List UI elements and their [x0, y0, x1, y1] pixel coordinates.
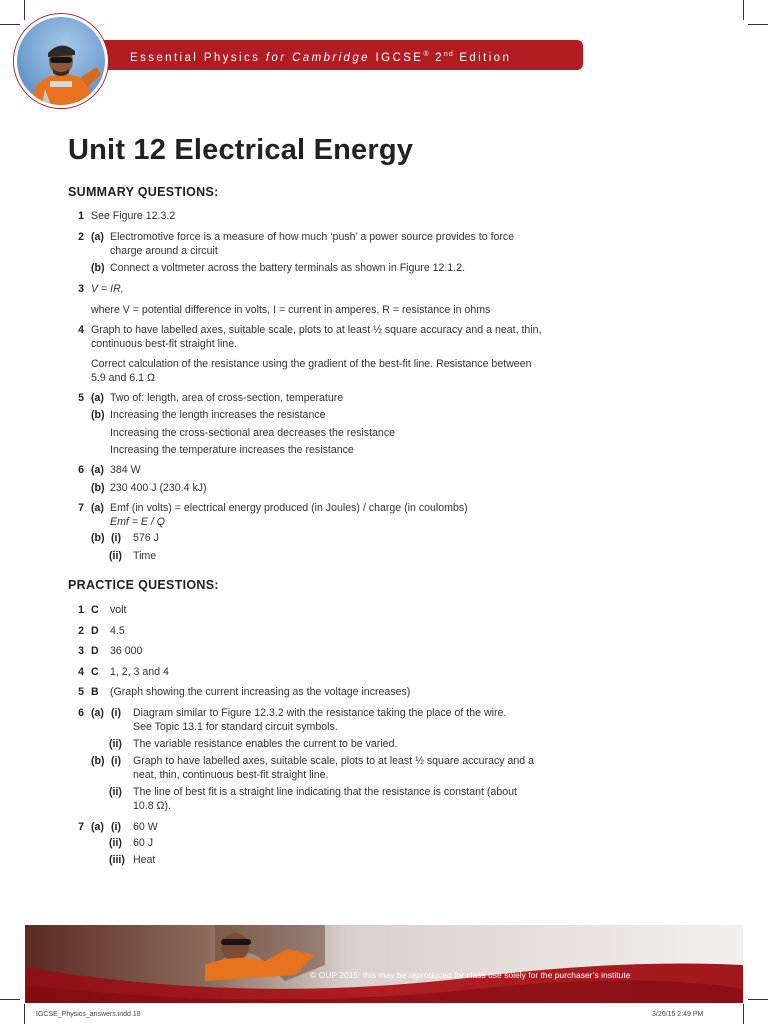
subpart-label: (i) — [111, 821, 121, 833]
footer-graphic-icon — [25, 925, 743, 1003]
part-label: (b) — [91, 409, 105, 421]
subpart-label: (ii) — [109, 550, 122, 562]
question-number: 2 — [78, 625, 84, 637]
question-number: 7 — [78, 821, 84, 833]
answer-letter: D — [91, 625, 99, 637]
answer-text: Graph to have labelled axes, suitable scale, plots to at least ½ square accuracy and a — [133, 755, 535, 767]
answer-text: The variable resistance enables the current to be varied. — [133, 738, 398, 750]
answer-text: Emf (in volts) = electrical energy produced (in Joules) / charge (in coulombs) — [110, 502, 468, 514]
series-reg: ® — [423, 51, 430, 58]
date-slug: 3/20/15 2:49 PM — [652, 1011, 704, 1018]
answer-text: Heat — [133, 854, 156, 866]
question-number: 6 — [78, 707, 84, 719]
answer-text: The line of best fit is a straight line indicating that the resistance is constant (about — [133, 786, 517, 798]
question-number: 3 — [78, 283, 84, 295]
series-prefix: Essential Physics — [130, 51, 266, 64]
subpart-label: (iii) — [109, 854, 125, 866]
answer-text: Electromotive force is a measure of how much ‘push’ a power source provides to force — [110, 231, 515, 243]
question-number: 2 — [78, 231, 84, 243]
answer-text: Time — [133, 550, 157, 562]
part-label: (a) — [91, 821, 104, 833]
answer-text: 36 000 — [110, 645, 143, 657]
person-illustration-icon — [17, 17, 108, 108]
answer-text: (Graph showing the current increasing as the voltage increases) — [110, 686, 411, 698]
question-number: 4 — [78, 666, 84, 678]
answer-text: 576 J — [133, 532, 159, 544]
answer-text: Graph to have labelled axes, suitable scale, plots to at least ½ square accuracy and a neat, thin, — [91, 324, 542, 336]
part-label: (b) — [91, 482, 105, 494]
question-number: 6 — [78, 464, 84, 476]
answer-text: 4.5 — [110, 625, 125, 637]
footer-banner — [25, 925, 743, 1003]
answer-text: where V = potential difference in volts, I = current in amperes, R = resistance in ohms — [91, 304, 491, 316]
answer-text: Correct calculation of the resistance using the gradient of the best-fit line. Resistance between — [91, 358, 532, 370]
part-label: (b) — [91, 755, 105, 767]
question-number: 7 — [78, 502, 84, 514]
answer-text: neat, thin, continuous best-fit straight line. — [133, 769, 329, 781]
crop-mark — [24, 1004, 25, 1024]
part-label: (a) — [91, 707, 104, 719]
part-label: (a) — [91, 502, 104, 514]
file-slug: IGCSE_Physics_answers.indd 18 — [36, 1011, 141, 1018]
answer-text: V = IR, — [91, 283, 124, 295]
part-label: (b) — [91, 262, 105, 274]
series-header — [80, 40, 583, 70]
answer-letter: D — [91, 645, 99, 657]
question-number: 1 — [78, 604, 84, 616]
answer-letter: C — [91, 604, 99, 616]
part-label: (a) — [91, 392, 104, 404]
page-title: Unit 12 Electrical Energy — [68, 134, 414, 166]
crop-mark — [748, 24, 768, 25]
part-label: (a) — [91, 464, 104, 476]
question-number: 5 — [78, 392, 84, 404]
answer-text: 230 400 J (230.4 kJ) — [110, 482, 207, 494]
question-number: 1 — [78, 210, 84, 222]
answer-text: Connect a voltmeter across the battery terminals as shown in Figure 12.1.2. — [110, 262, 466, 274]
answer-text: charge around a circuit — [110, 245, 218, 257]
crop-mark — [743, 1004, 744, 1024]
crop-mark — [0, 999, 20, 1000]
answer-text: See Topic 13.1 for standard circuit symbols. — [133, 721, 338, 733]
answer-text: 1, 2, 3 and 4 — [110, 666, 169, 678]
series-edition-num: 2 — [429, 51, 444, 64]
answer-text: 384 W — [110, 464, 141, 476]
crop-mark — [748, 999, 768, 1000]
answer-letter: B — [91, 686, 99, 698]
answer-text: Increasing the length increases the resistance — [110, 409, 326, 421]
answer-text: See Figure 12.3.2 — [91, 210, 176, 222]
answer-text: Increasing the temperature increases the resistance — [110, 444, 354, 456]
header-photo — [14, 14, 108, 108]
subpart-label: (ii) — [109, 837, 122, 849]
question-number: 4 — [78, 324, 84, 336]
question-number: 3 — [78, 645, 84, 657]
copyright-note: © OUP 2015: this may be reproduced for class use solely for the purchaser’s institute — [310, 970, 631, 980]
subpart-label: (i) — [111, 532, 121, 544]
answer-text: Diagram similar to Figure 12.3.2 with the resistance taking the place of the wire. — [133, 707, 507, 719]
answer-text: continuous best-fit straight line. — [91, 338, 238, 350]
summary-heading: SUMMARY QUESTIONS: — [68, 185, 219, 199]
series-edition-word: Edition — [453, 51, 512, 64]
answer-text: 60 J — [133, 837, 154, 849]
answer-text: Two of: length, area of cross-section, temperature — [110, 392, 344, 404]
answer-text: 60 W — [133, 821, 158, 833]
subpart-label: (i) — [111, 755, 121, 767]
practice-heading: PRACTICE QUESTIONS: — [68, 578, 219, 592]
series-igcse: IGCSE — [369, 51, 424, 64]
subpart-label: (i) — [111, 707, 121, 719]
answer-text: Emf = E / Q — [110, 516, 166, 528]
part-label: (b) — [91, 532, 105, 544]
crop-mark — [0, 24, 20, 25]
answer-text: volt — [110, 604, 127, 616]
answer-text: Increasing the cross-sectional area decreases the resistance — [110, 427, 396, 439]
answer-letter: C — [91, 666, 99, 678]
series-edition-sup: nd — [443, 51, 454, 58]
subpart-label: (ii) — [109, 738, 122, 750]
subpart-label: (ii) — [109, 786, 122, 798]
series-for: for Cambridge — [265, 51, 370, 64]
crop-mark — [24, 0, 25, 20]
part-label: (a) — [91, 231, 104, 243]
question-number: 5 — [78, 686, 84, 698]
crop-mark — [743, 0, 744, 20]
answer-text: 10.8 Ω). — [133, 800, 171, 812]
answer-text: 5.9 and 6.1 Ω — [91, 372, 155, 384]
